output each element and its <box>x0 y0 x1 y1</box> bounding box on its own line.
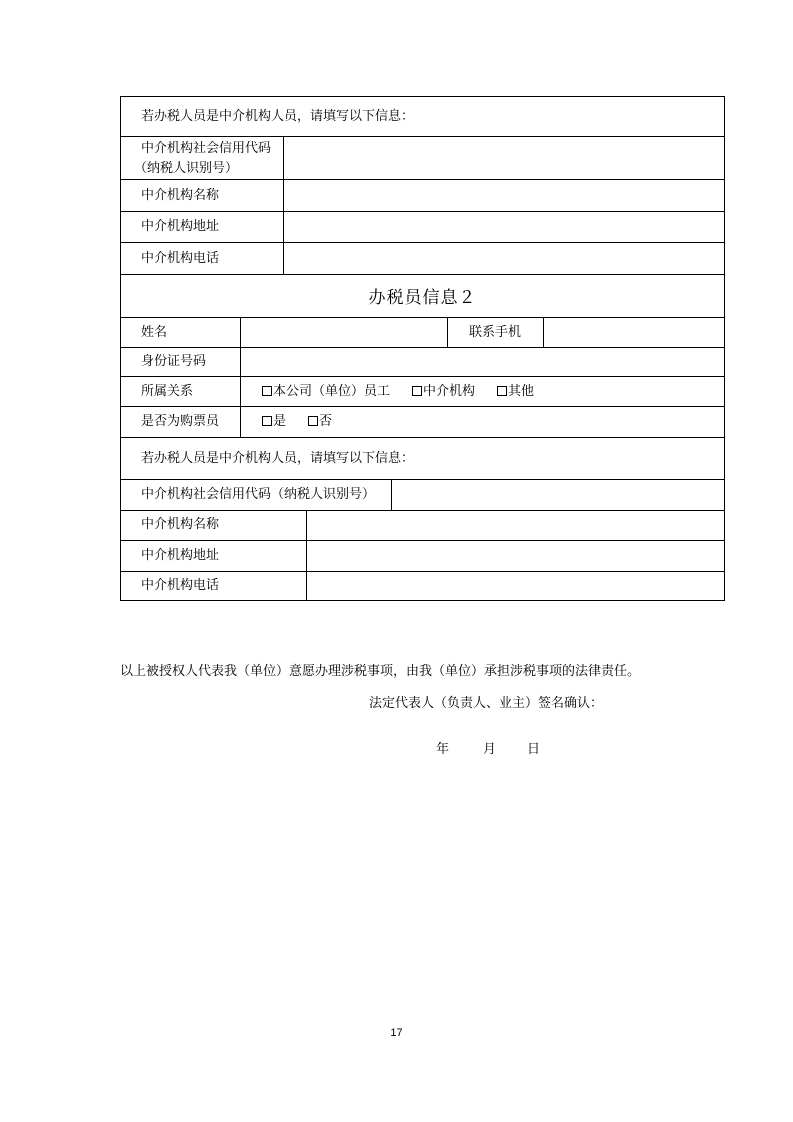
name-input[interactable] <box>241 318 447 347</box>
intermediary-phone-label-2: 中介机构电话 <box>141 578 220 593</box>
credit-code-input-2[interactable] <box>392 480 724 510</box>
intermediary-address-input[interactable] <box>284 212 724 242</box>
intermediary-name-label: 中介机构名称 <box>141 188 220 203</box>
credit-code-input[interactable] <box>284 137 724 179</box>
checkbox-icon[interactable] <box>412 386 422 396</box>
relation-option-intermediary[interactable]: 中介机构 <box>412 384 475 400</box>
checkbox-icon[interactable] <box>497 386 507 396</box>
credit-code-label-2: 中介机构社会信用代码（纳税人识别号） <box>141 487 376 502</box>
intermediary-address-label-2: 中介机构地址 <box>141 548 220 563</box>
date-year: 年 <box>436 742 450 757</box>
id-number-input[interactable] <box>241 348 724 376</box>
intermediary-name-input-2[interactable] <box>307 511 724 540</box>
row-line <box>120 406 725 407</box>
signature-label: 法定代表人（负责人、业主）签名确认： <box>369 696 604 711</box>
buyer-option-yes[interactable]: 是 <box>262 414 286 430</box>
intermediary-phone-input[interactable] <box>284 243 724 274</box>
relation-option-other[interactable]: 其他 <box>497 384 534 400</box>
relation-option-employee[interactable]: 本公司（单位）员工 <box>262 384 390 400</box>
row-line <box>120 376 725 377</box>
credit-code-label-line2: （纳税人识别号） <box>134 161 239 176</box>
intermediary-note: 若办税人员是中介机构人员，请填写以下信息： <box>141 109 415 124</box>
checkbox-icon[interactable] <box>262 386 272 396</box>
ticket-buyer-label: 是否为购票员 <box>141 414 220 429</box>
credit-code-label-line1: 中介机构社会信用代码 <box>141 141 272 156</box>
checkbox-icon[interactable] <box>262 416 272 426</box>
row-line <box>120 437 725 438</box>
border-left <box>120 96 121 601</box>
tax-form-table <box>120 96 725 601</box>
intermediary-address-input-2[interactable] <box>307 541 724 571</box>
col-line <box>447 317 448 347</box>
relation-options <box>262 384 534 400</box>
intermediary-phone-label: 中介机构电话 <box>141 251 220 266</box>
intermediary-name-label-2: 中介机构名称 <box>141 517 220 532</box>
intermediary-address-label: 中介机构地址 <box>141 219 220 234</box>
border-right <box>724 96 725 601</box>
id-number-label: 身份证号码 <box>141 354 207 369</box>
name-label: 姓名 <box>141 325 168 340</box>
date-month: 月 <box>483 742 497 757</box>
intermediary-phone-input-2[interactable] <box>307 572 724 600</box>
checkbox-icon[interactable] <box>308 416 318 426</box>
border-top <box>120 96 725 97</box>
border-bottom <box>120 600 725 601</box>
intermediary-note-2: 若办税人员是中介机构人员，请填写以下信息： <box>141 451 415 466</box>
mobile-input[interactable] <box>544 318 724 347</box>
row-line <box>120 274 725 275</box>
ticket-buyer-options <box>262 414 332 430</box>
page-number: 17 <box>390 1027 403 1039</box>
mobile-label: 联系手机 <box>469 325 522 340</box>
intermediary-name-input[interactable] <box>284 180 724 211</box>
date-day: 日 <box>527 742 541 757</box>
buyer-option-no[interactable]: 否 <box>308 414 332 430</box>
authorization-statement: 以上被授权人代表我（单位）意愿办理涉税事项，由我（单位）承担涉税事项的法律责任。 <box>120 664 641 679</box>
section-title-tax-officer-2: 办税员信息２ <box>368 288 477 308</box>
relation-label: 所属关系 <box>141 384 194 399</box>
